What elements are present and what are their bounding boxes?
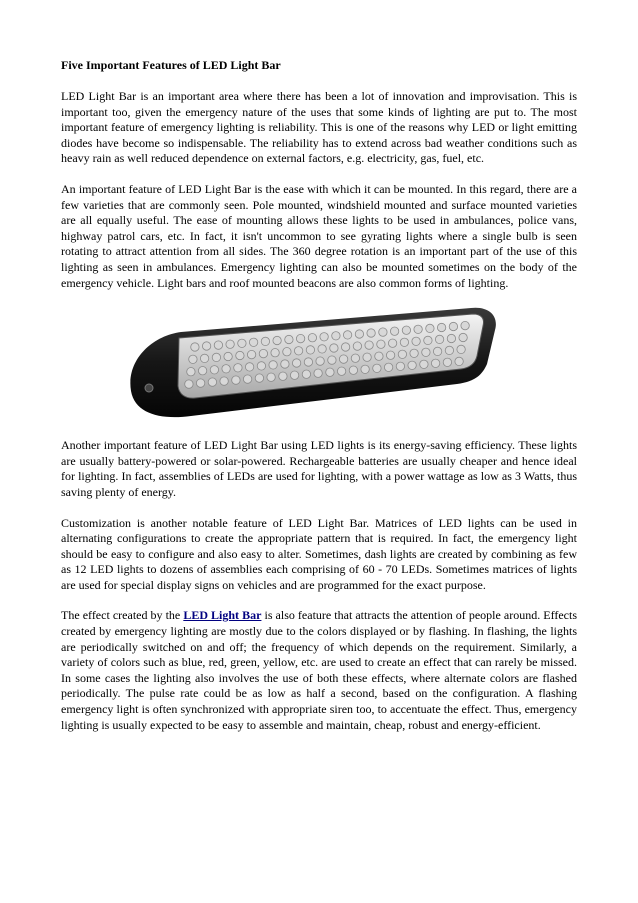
- led-light-bar-image: [121, 306, 501, 424]
- led-dot: [285, 335, 293, 343]
- led-dot: [296, 335, 304, 343]
- led-dot: [361, 365, 369, 373]
- led-dot: [208, 378, 216, 386]
- led-dot: [269, 361, 277, 369]
- led-dot: [214, 341, 222, 349]
- led-dot: [196, 379, 204, 387]
- led-dot: [226, 340, 234, 348]
- led-dot: [316, 357, 324, 365]
- led-dot: [222, 365, 230, 373]
- led-dot: [326, 368, 334, 376]
- led-dot: [355, 330, 363, 338]
- led-dot: [412, 337, 420, 345]
- led-dot: [234, 364, 242, 372]
- led-dot: [443, 358, 451, 366]
- led-dot: [363, 353, 371, 361]
- led-dot: [202, 342, 210, 350]
- led-dot: [341, 343, 349, 351]
- led-dot: [187, 368, 195, 376]
- led-dot: [379, 328, 387, 336]
- led-dot: [255, 374, 263, 382]
- led-dot: [339, 355, 347, 363]
- led-dot: [435, 335, 443, 343]
- led-dot: [320, 333, 328, 341]
- led-dot: [279, 372, 287, 380]
- led-dot: [449, 322, 457, 330]
- led-dot: [457, 345, 465, 353]
- led-light-bar-figure: [61, 306, 577, 424]
- paragraph-customization: Customization is another notable feature of LED Light Bar. Matrices of LED lights can be used in alternating configurations to create the appropriate pattern that is required. In fact, the emergency light should be easy to configure and also easy to alter. Sometimes, dash lights are created by combining as few as 12 LED lights to dozens of assemblies each comprising of 60 - 70 LEDs. Sometimes matrices of lights are used for special display signs on vehicles and are programmed for the exact purpose.: [61, 515, 577, 592]
- led-dot: [328, 356, 336, 364]
- led-dot: [426, 324, 434, 332]
- led-dot: [384, 363, 392, 371]
- led-dot: [191, 343, 199, 351]
- led-dot: [267, 373, 275, 381]
- led-dot: [330, 344, 338, 352]
- effects-text-before: The effect created by the: [61, 608, 184, 623]
- led-dot: [200, 354, 208, 362]
- led-dot: [238, 339, 246, 347]
- led-dot: [332, 332, 340, 340]
- led-dot: [220, 377, 228, 385]
- led-dot: [349, 366, 357, 374]
- led-dot: [245, 363, 253, 371]
- led-dot: [257, 362, 265, 370]
- led-dot: [365, 341, 373, 349]
- led-dot: [420, 360, 428, 368]
- led-dot: [410, 349, 418, 357]
- led-dot: [377, 340, 385, 348]
- led-dot: [433, 347, 441, 355]
- led-dot: [306, 346, 314, 354]
- led-dot: [343, 331, 351, 339]
- led-dot: [243, 375, 251, 383]
- led-dot: [390, 327, 398, 335]
- led-dot: [302, 370, 310, 378]
- led-dot: [414, 325, 422, 333]
- document-title: Five Important Features of LED Light Bar: [61, 58, 281, 72]
- led-dot: [375, 352, 383, 360]
- led-dot: [189, 355, 197, 363]
- led-dot: [461, 322, 469, 330]
- led-dot: [261, 337, 269, 345]
- effects-text-after: is also feature that attracts the attention of people around. Effects created by emergency lighting are mostly due to the colors displayed or by flashing. In flashing, the lights are periodically switched on and off; the frequency of which depends on the requirement. Similarly, a variety of colors such as blue, red, green, yellow, etc. are used to create an effect that can rarely be missed. In some cases the lighting also involves the use of both these effects, where alternate colors are flashed periodically. The pulse rate could be as low as half a second, based on the configuration. A flashing emergency light is often synchronized with appropriate siren too, to accentuate the effect. Thus, emergency lighting is usually expected to be easy to assemble and maintain, cheap, robust and energy-efficient.: [61, 608, 578, 732]
- led-dot: [292, 359, 300, 367]
- led-dot: [212, 353, 220, 361]
- led-dot: [353, 342, 361, 350]
- led-dot: [398, 350, 406, 358]
- led-dot: [424, 336, 432, 344]
- document-page: [61, 58, 577, 748]
- led-dot: [304, 358, 312, 366]
- led-dot: [210, 366, 218, 374]
- led-dot: [294, 347, 302, 355]
- led-dot: [249, 338, 257, 346]
- led-dot: [318, 345, 326, 353]
- paragraph-energy: Another important feature of LED Light Bar using LED lights is its energy-saving efficiency. These lights are usually battery-powered or solar-powered. Rechargeable batteries are usually cheaper and hence ideal for lighting. In fact, assemblies of LEDs are used for lighting, with a power wattage as low as 3 Watts, thus saving plenty of energy.: [61, 438, 577, 499]
- led-dot: [447, 334, 455, 342]
- led-dot: [308, 334, 316, 342]
- led-dot: [224, 352, 232, 360]
- led-dot: [281, 360, 289, 368]
- led-dot: [314, 369, 322, 377]
- paragraph-effects: [61, 608, 577, 733]
- led-dot: [290, 371, 298, 379]
- led-dot: [337, 367, 345, 375]
- mount-bolt: [145, 384, 153, 392]
- led-dot: [455, 357, 463, 365]
- led-dot: [259, 350, 267, 358]
- led-dot: [386, 351, 394, 359]
- led-dot: [198, 367, 206, 375]
- led-dot: [236, 351, 244, 359]
- led-dot: [271, 349, 279, 357]
- led-dot: [185, 380, 193, 388]
- led-dot: [400, 338, 408, 346]
- led-dot: [459, 333, 467, 341]
- led-dot: [422, 348, 430, 356]
- led-dot: [431, 359, 439, 367]
- led-light-bar-link[interactable]: LED Light Bar: [183, 608, 262, 623]
- led-dot: [367, 329, 375, 337]
- led-dot: [445, 346, 453, 354]
- led-dot: [247, 351, 255, 359]
- paragraph-reliability: LED Light Bar is an important area where there has been a lot of innovation and improvisation. This is important too, given the emergency nature of the uses that some kinds of lighting are put to. The most important feature of emergency lighting is reliability. This is one of the reasons why LED or light emitting diodes have become so indispensable. The reliability has to extend across bad weather conditions such as heavy rain as well reduced dependence on external factors, e.g. electricity, gas, fuel, etc.: [61, 89, 577, 166]
- led-dot: [396, 362, 404, 370]
- led-dot: [283, 348, 291, 356]
- led-dot: [373, 364, 381, 372]
- led-dot: [402, 326, 410, 334]
- led-dot: [437, 323, 445, 331]
- paragraph-mounting: An important feature of LED Light Bar is the ease with which it can be mounted. In this regard, there are a few varieties that are commonly seen. Pole mounted, windshield mounted and surface mounted varieties are all equally useful. The ease of mounting allows these lights to be used in ambulances, police vans, highway patrol cars, etc. In fact, it isn't uncommon to see gyrating lights where a single bulb is seen rotating to attract attention from all sides. The 360 degree rotation is an important part of the use of this lighting as seen in ambulances. Emergency lighting can also be mounted sometimes on the body of the emergency vehicle. Light bars and roof mounted beacons are also common forms of lighting.: [61, 181, 577, 290]
- led-dot: [388, 339, 396, 347]
- led-dot: [273, 336, 281, 344]
- led-dot: [232, 376, 240, 384]
- led-dot: [351, 354, 359, 362]
- led-dot: [408, 361, 416, 369]
